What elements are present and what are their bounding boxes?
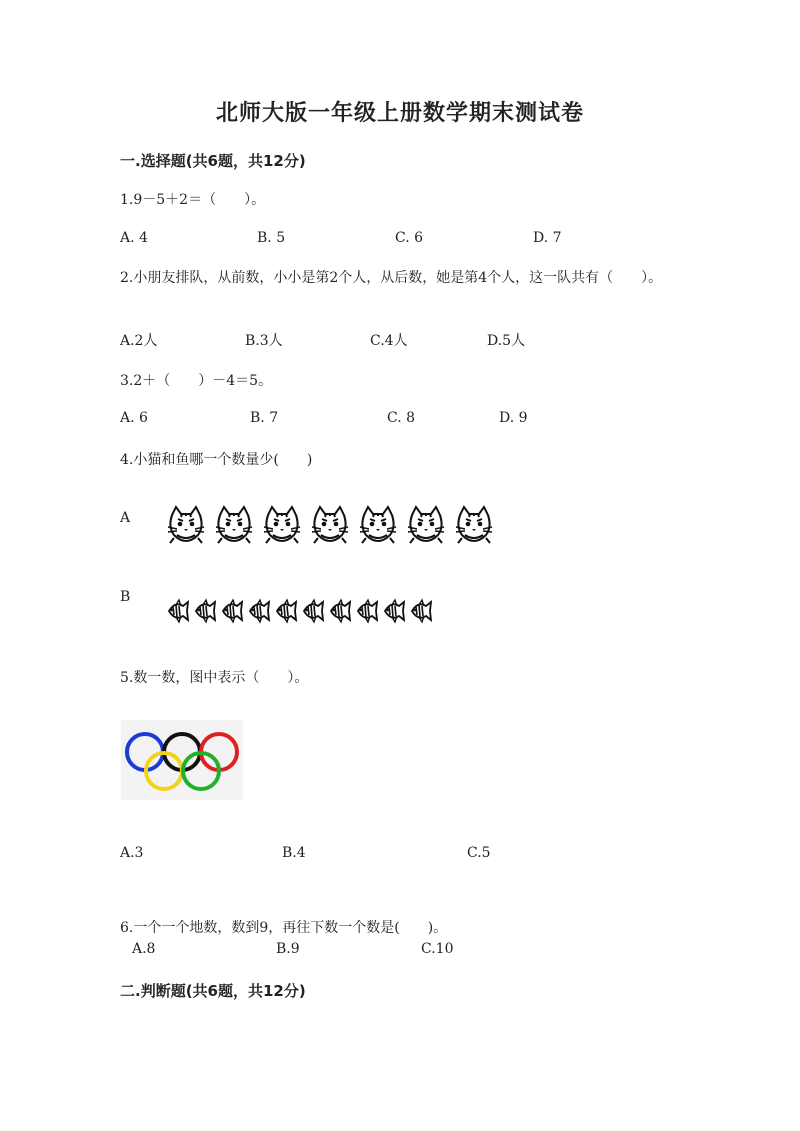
q6-option-a: A.8 <box>132 941 156 957</box>
q5-option-b: B.4 <box>282 845 306 861</box>
cat-icon <box>356 505 400 545</box>
q1-option-b: B. 5 <box>257 230 286 246</box>
fish-icon <box>301 598 324 624</box>
cat-icon <box>404 505 448 545</box>
question-5: 5.数一数，图中表示（ ）。 <box>120 670 309 686</box>
question-1: 1.9－5＋2＝（ ）。 <box>120 192 266 208</box>
q5-option-a: A.3 <box>120 845 144 861</box>
q1-option-a: A. 4 <box>120 230 148 246</box>
section-heading-choice: 一.选择题(共6题，共12分) <box>120 152 306 170</box>
q1-option-d: D. 7 <box>533 230 562 246</box>
q3-option-c: C. 8 <box>387 410 416 426</box>
q6-option-c: C.10 <box>421 941 454 957</box>
q2-option-d: D.5人 <box>487 333 526 349</box>
page-title: 北师大版一年级上册数学期末测试卷 <box>215 101 584 126</box>
q3-option-a: A. 6 <box>120 410 148 426</box>
cat-icon <box>164 505 208 545</box>
q4-label-b: B <box>120 589 131 605</box>
fish-icon <box>274 598 297 624</box>
cat-icon <box>308 505 352 545</box>
fish-icon <box>220 598 243 624</box>
ring-blue <box>127 734 163 770</box>
q5-option-c: C.5 <box>467 845 491 861</box>
q4-label-a: A <box>120 510 131 526</box>
cat-row <box>164 505 496 545</box>
q1-option-c: C. 6 <box>395 230 424 246</box>
question-3: 3.2＋（ ）－4＝5。 <box>120 373 273 389</box>
q2-option-a: A.2人 <box>120 333 158 349</box>
q2-option-b: B.3人 <box>245 333 283 349</box>
fish-icon <box>355 598 378 624</box>
question-4: 4.小猫和鱼哪一个数量少( ) <box>120 452 313 468</box>
question-2: 2.小朋友排队，从前数，小小是第2个人，从后数，她是第4个人，这一队共有（ ）。 <box>120 270 663 286</box>
fish-icon <box>382 598 405 624</box>
q3-option-b: B. 7 <box>250 410 279 426</box>
fish-icon <box>193 598 216 624</box>
cat-icon <box>260 505 304 545</box>
q3-option-d: D. 9 <box>499 410 528 426</box>
fish-icon <box>328 598 351 624</box>
cat-icon <box>212 505 256 545</box>
q2-option-c: C.4人 <box>370 333 408 349</box>
fish-icon <box>409 598 432 624</box>
q6-option-b: B.9 <box>276 941 300 957</box>
fish-icon <box>166 598 189 624</box>
section-heading-judgement: 二.判断题(共6题，共12分) <box>120 982 306 1000</box>
cat-icon <box>452 505 496 545</box>
fish-icon <box>247 598 270 624</box>
fish-row <box>166 598 432 624</box>
question-6: 6.一个一个地数，数到9，再往下数一个数是( )。 <box>120 920 448 936</box>
olympic-rings-icon <box>121 720 243 800</box>
